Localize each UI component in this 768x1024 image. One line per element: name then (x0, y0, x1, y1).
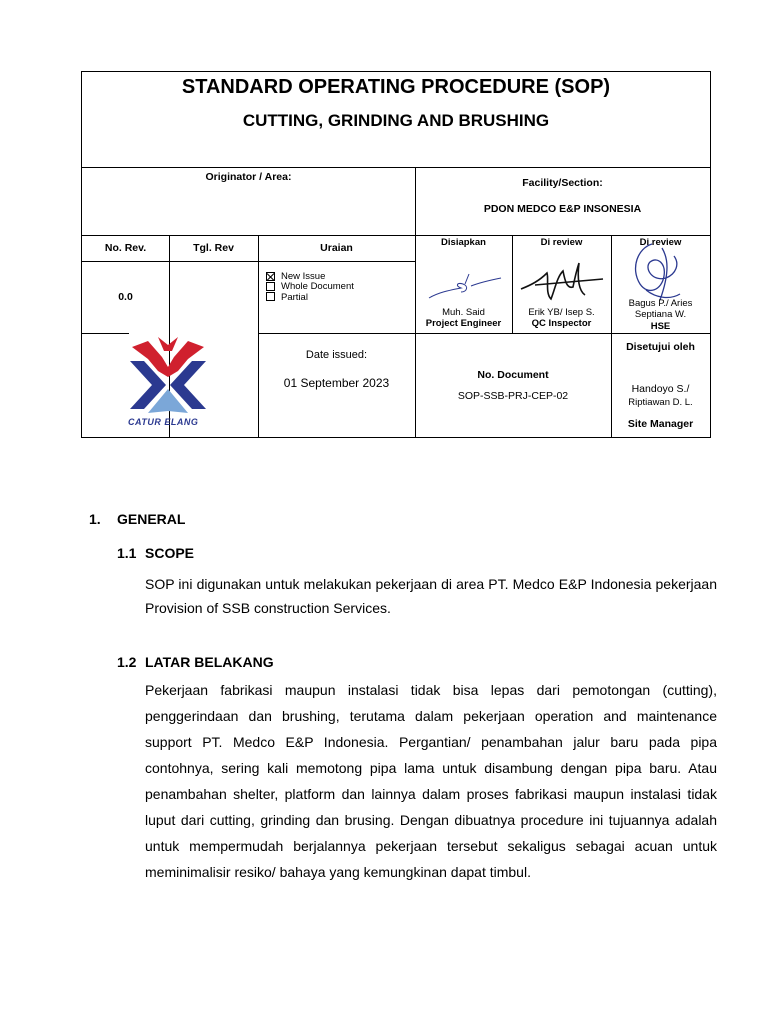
section-1-1-number: 1.1 (117, 545, 137, 561)
review2-name1: Bagus P./ Aries (628, 298, 693, 309)
approved-name2: Riptiawan D. L. (628, 397, 693, 408)
review1-role: QC Inspector (531, 318, 592, 329)
document-title: STANDARD OPERATING PROCEDURE (SOP) (181, 76, 611, 98)
checkbox-whole-document[interactable] (266, 282, 275, 291)
section-1-2-number: 1.2 (117, 654, 137, 670)
approved-role: Site Manager (627, 418, 694, 430)
signature-review1 (517, 259, 607, 307)
approved-label: Disetujui oleh (626, 341, 695, 353)
section-1-1-text: SOP ini digunakan untuk melakukan pekerjaan di area PT. Medco E&P Indonesia pekerjaan Provision of SSB construction Services. (145, 576, 717, 616)
checkbox-new-issue-label: New Issue (281, 271, 326, 282)
approved-name1: Handoyo S./ (631, 383, 690, 395)
originator-label: Originator / Area: (205, 171, 292, 183)
signature-prepared (427, 264, 505, 304)
col-desc-header: Uraian (320, 242, 353, 254)
checkbox-whole-document-label: Whole Document (281, 281, 354, 292)
prepared-role: Project Engineer (425, 318, 502, 329)
col-rev-header: No. Rev. (104, 242, 147, 254)
doc-no-value: SOP-SSB-PRJ-CEP-02 (457, 390, 569, 402)
checkbox-partial-label: Partial (281, 292, 308, 303)
prepared-name: Muh. Said (442, 307, 485, 318)
col-prepared-header: Disiapkan (441, 237, 486, 248)
facility-label: Facility/Section: (522, 177, 603, 189)
checkbox-partial[interactable] (266, 292, 275, 301)
logo-text: CATUR ELANG (128, 417, 199, 427)
section-1-title: GENERAL (117, 511, 186, 527)
doc-no-label: No. Document (477, 369, 549, 381)
checkbox-new-issue[interactable] (266, 272, 275, 281)
rev-value: 0.0 (118, 291, 133, 303)
review2-role: HSE (650, 321, 671, 332)
col-date-header: Tgl. Rev (193, 242, 234, 254)
section-1-1-title: SCOPE (145, 545, 195, 561)
review1-name: Erik YB/ Isep S. (528, 307, 595, 318)
col-review1-header: Di review (540, 237, 583, 248)
col-review2-header: Di review (639, 237, 682, 248)
date-issued-value: 01 September 2023 (283, 376, 390, 390)
date-issued-label: Date issued: (305, 349, 368, 361)
review2-name2: Septiana W. (634, 309, 687, 320)
section-1-2-text: Pekerjaan fabrikasi maupun instalasi tidak bisa lepas dari pemotongan (cutting), penggerindaan dan brushing, terutama dalam pekerjaan operation and maintenance support PT. Medco E&P Indonesia. Pergantian/ penambahan jalur baru pada pipa contohnya, sering kali memotong pipa lama untuk disambung dengan pipa baru. Atau penambahan shelter, platform dan lainnya dalam proses fabrikasi maupun instalasi tidak luput dari cutting, grinding dan brusing. Dengan dibuatnya procedure ini tujuannya adalah untuk mempermudah berjalannya pekerjaan tersebut sekaligus sebagai acuan untuk meminimalisir resiko/ bahaya yang kemungkinan dapat timbul. (145, 682, 717, 880)
section-1-2-title: LATAR BELAKANG (145, 654, 274, 670)
document-subtitle: CUTTING, GRINDING AND BRUSHING (242, 111, 550, 130)
section-1-number: 1. (89, 511, 101, 527)
facility-value: PDON MEDCO E&P INSONESIA (483, 203, 642, 215)
sop-header-table (81, 71, 711, 438)
